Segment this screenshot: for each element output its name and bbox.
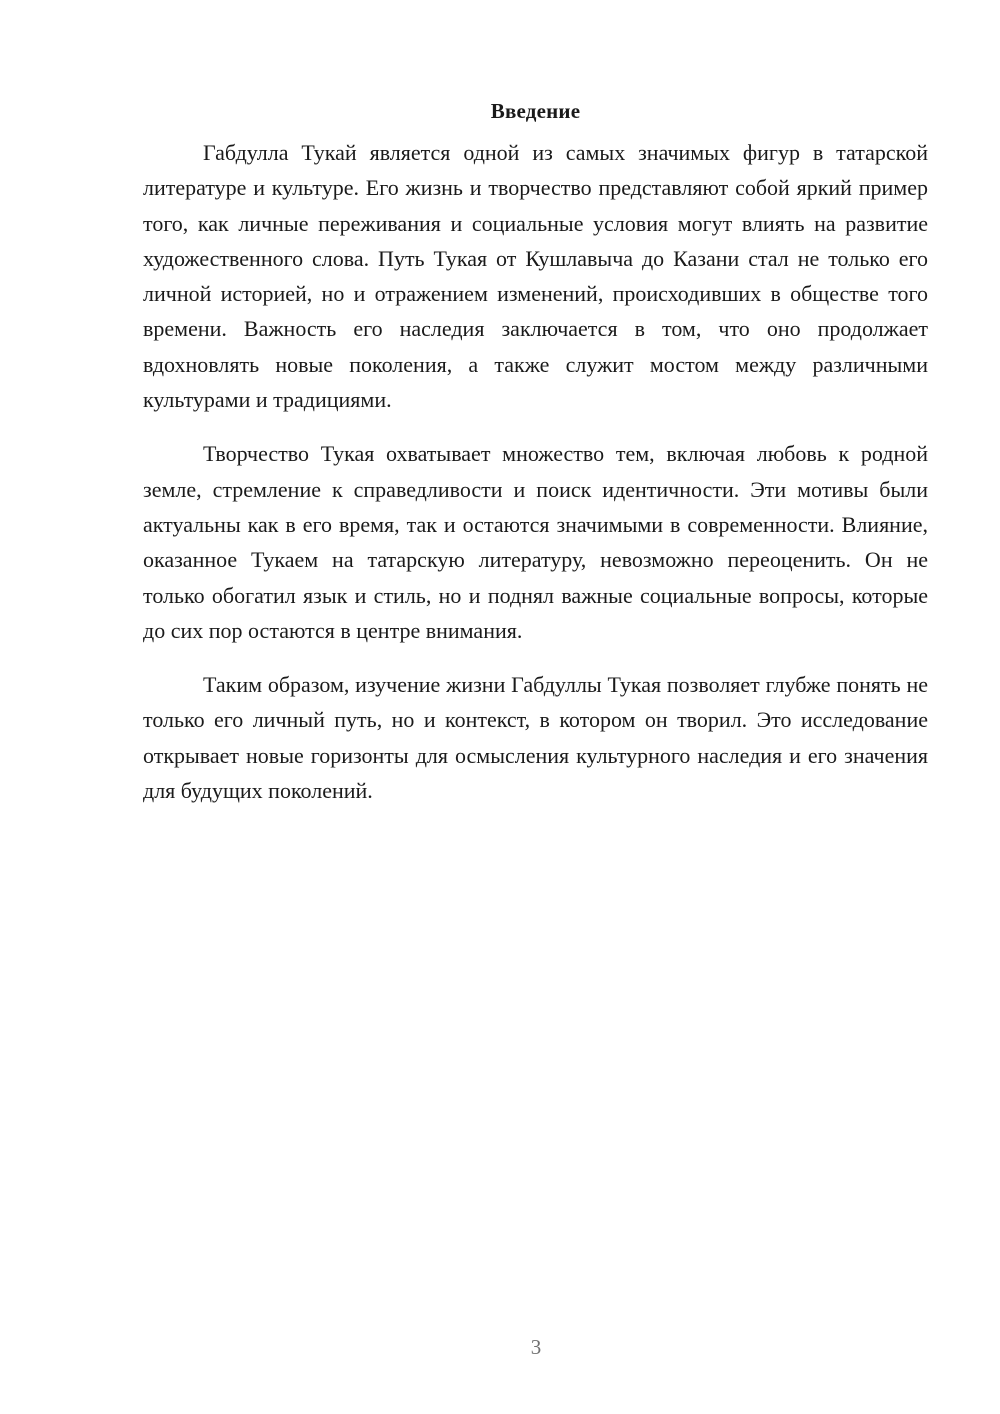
page-content bbox=[143, 96, 928, 827]
paragraph-1: Габдулла Тукай является одной из самых значимых фигур в татарской литературе и культуре. Его жизнь и творчество представляют собой яркий пример того, как личные переживания и социальные условия могут влиять на развитие художественного слова. Путь Тукая от Кушлавыча до Казани стал не только его личной историей, но и отражением изменений, происходивших в обществе того времени. Важность его наследия заключается в том, что оно продолжает вдохновлять новые поколения, а также служит мостом между различными культурами и традициями. bbox=[143, 140, 928, 413]
page-number: 3 bbox=[530, 1335, 542, 1359]
paragraph-3: Таким образом, изучение жизни Габдуллы Тукая позволяет глубже понять не только его личный путь, но и контекст, в котором он творил. Это исследование открывает новые горизонты для осмысления культурного наследия и его значения для будущих поколений. bbox=[143, 672, 928, 804]
paragraph-2: Творчество Тукая охватывает множество тем, включая любовь к родной земле, стремление к справедливости и поиск идентичности. Эти мотивы были актуальны как в его время, так и остаются значимыми в современности. Влияние, оказанное Тукаем на татарскую литературу, невозможно переоценить. Он не только обогатил язык и стиль, но и поднял важные социальные вопросы, которые до сих пор остаются в центре внимания. bbox=[143, 441, 928, 643]
section-title: Введение bbox=[490, 99, 581, 123]
